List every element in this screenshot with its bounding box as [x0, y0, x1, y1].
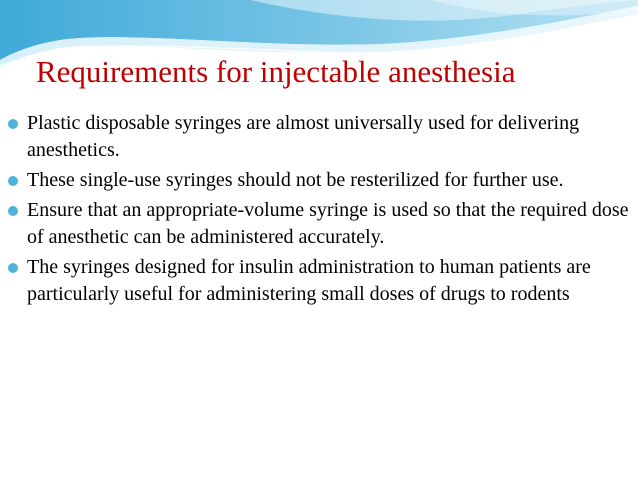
bullet-marker-icon [8, 206, 18, 216]
bullet-marker-icon [8, 176, 18, 186]
bullet-text: Ensure that an appropriate-volume syringe is used so that the required dose of anesthetic can be administered accurately. [27, 199, 629, 248]
bullet-item [6, 167, 630, 194]
bullet-text: Plastic disposable syringes are almost universally used for delivering anesthetics. [27, 112, 580, 161]
bullet-list [6, 110, 630, 311]
bullet-text: The syringes designed for insulin administration to human patients are particularly useful for administering small doses of drugs to rodents [27, 256, 591, 305]
slide-title: Requirements for injectable anesthesia [36, 54, 516, 89]
bullet-marker-icon [8, 119, 18, 129]
bullet-item [6, 110, 630, 164]
bullet-item [6, 254, 630, 308]
bullet-marker-icon [8, 263, 18, 273]
bullet-item [6, 197, 630, 251]
bullet-text: These single-use syringes should not be resterilized for further use. [27, 169, 564, 191]
